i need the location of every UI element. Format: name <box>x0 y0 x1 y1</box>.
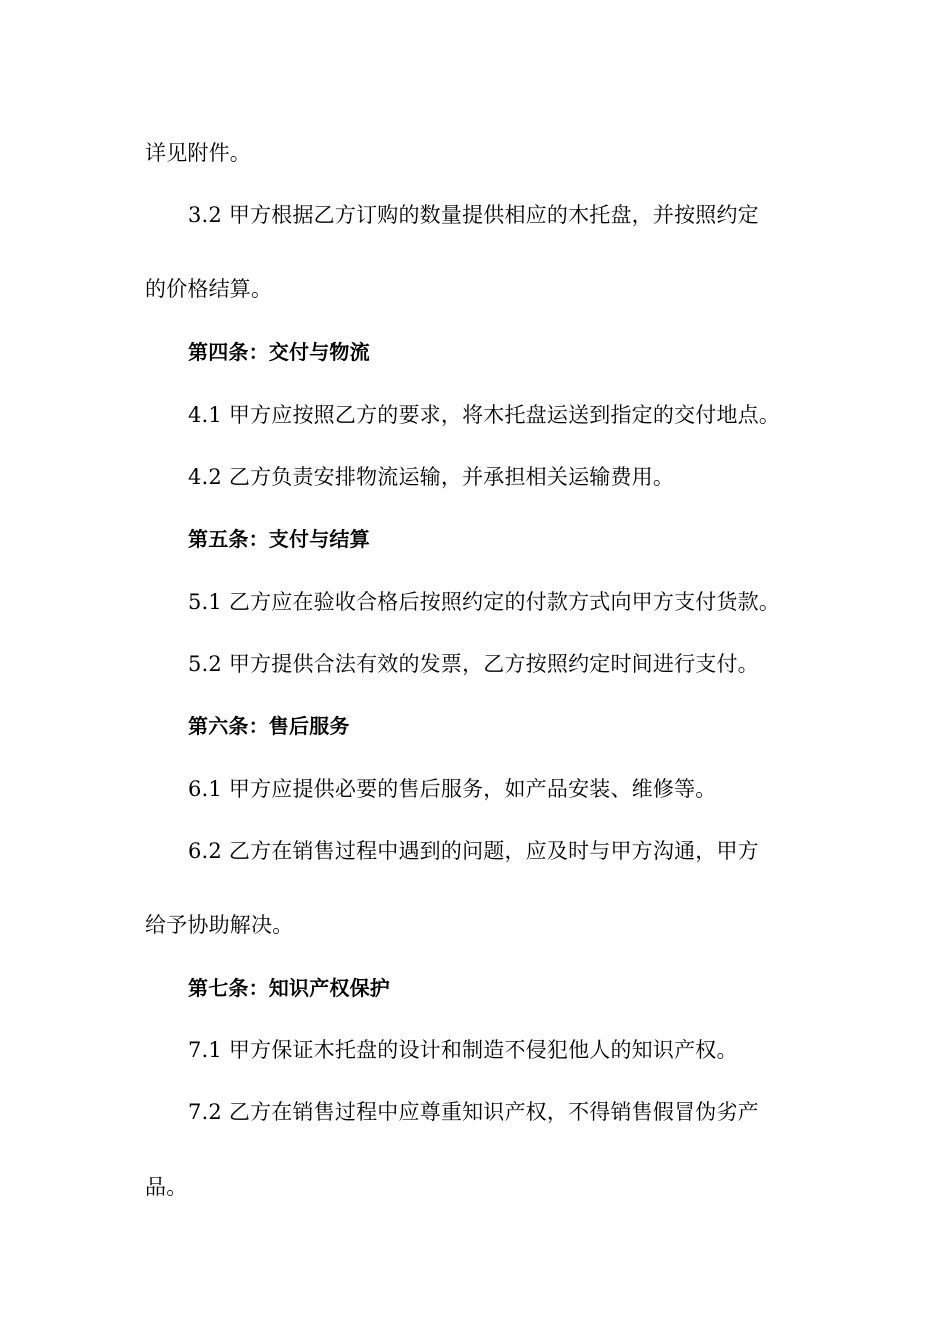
clause-5-1: 5.1 乙方应在验收合格后按照约定的付款方式向甲方支付货款。 <box>188 590 781 614</box>
clause-7-2-continuation: 品。 <box>145 1175 188 1199</box>
article-5-heading: 第五条：支付与结算 <box>188 527 370 551</box>
clause-4-2: 4.2 乙方负责安排物流运输，并承担相关运输费用。 <box>188 465 675 489</box>
clause-3-2-continuation: 的价格结算。 <box>145 277 273 301</box>
clause-6-2: 6.2 乙方在销售过程中遇到的问题，应及时与甲方沟通，甲方 <box>188 839 759 863</box>
paragraph-continuation: 详见附件。 <box>145 141 251 165</box>
clause-7-2: 7.2 乙方在销售过程中应尊重知识产权，不得销售假冒伪劣产 <box>188 1100 759 1124</box>
clause-7-1: 7.1 甲方保证木托盘的设计和制造不侵犯他人的知识产权。 <box>188 1038 738 1062</box>
article-4-heading: 第四条：交付与物流 <box>188 340 370 364</box>
article-7-heading: 第七条：知识产权保护 <box>188 976 390 1000</box>
clause-5-2: 5.2 甲方提供合法有效的发票，乙方按照约定时间进行支付。 <box>188 652 759 676</box>
clause-6-2-continuation: 给予协助解决。 <box>145 913 294 937</box>
clause-4-1: 4.1 甲方应按照乙方的要求，将木托盘运送到指定的交付地点。 <box>188 403 781 427</box>
clause-3-2: 3.2 甲方根据乙方订购的数量提供相应的木托盘，并按照约定 <box>188 203 759 227</box>
clause-6-1: 6.1 甲方应提供必要的售后服务，如产品安装、维修等。 <box>188 777 717 801</box>
article-6-heading: 第六条：售后服务 <box>188 714 350 738</box>
